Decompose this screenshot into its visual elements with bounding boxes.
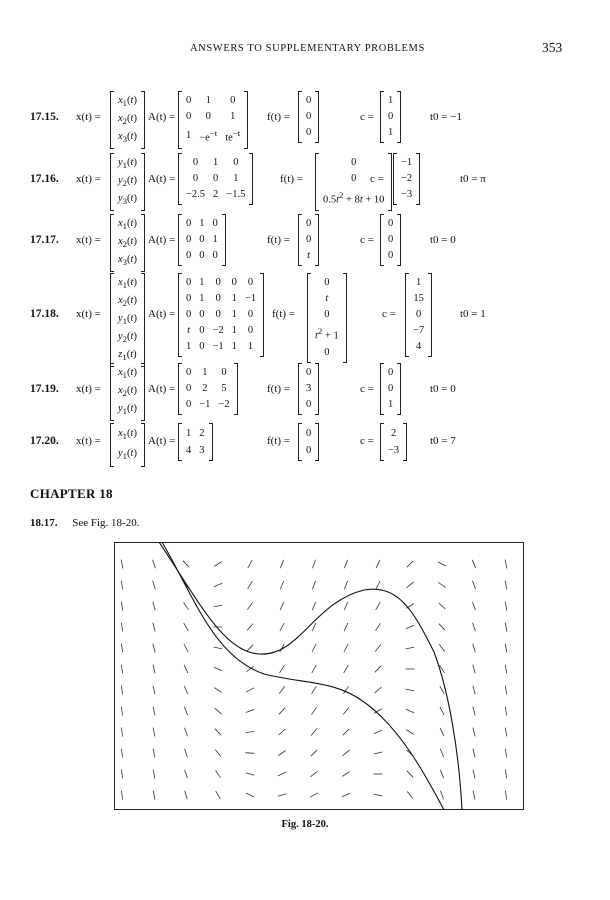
c-vector-cell: −7 bbox=[413, 325, 425, 336]
A-matrix-cell: 0 bbox=[212, 250, 218, 261]
x-vector-cell: $x_2(t)$ bbox=[118, 385, 137, 399]
problem-17-18 bbox=[30, 274, 590, 363]
A-matrix-cell: 0 bbox=[186, 367, 192, 378]
x-vector-cell: $y_1(t)$ bbox=[118, 157, 137, 171]
A-matrix-cell: −1 bbox=[244, 293, 257, 304]
t0-value: t0 = π bbox=[460, 172, 486, 185]
f-vector-cell: 0 bbox=[351, 157, 357, 168]
c-vector bbox=[380, 424, 407, 460]
A-matrix bbox=[178, 274, 264, 356]
A-matrix-cell: 0 bbox=[215, 309, 221, 320]
A-matrix-cell: 0 bbox=[199, 309, 205, 320]
A-matrix-cell: 0 bbox=[186, 399, 192, 410]
A-matrix-cell: 0 bbox=[221, 367, 227, 378]
A-label: A(t) = bbox=[148, 110, 176, 123]
A-matrix bbox=[178, 92, 248, 148]
A-matrix-cell: 0 bbox=[186, 250, 192, 261]
c-label: c = bbox=[360, 382, 374, 395]
x-vector bbox=[110, 424, 145, 466]
x-vector-cell: $y_2(t)$ bbox=[118, 331, 137, 345]
A-matrix-cell: 0 bbox=[199, 234, 205, 245]
A-matrix bbox=[178, 154, 253, 204]
x-label: x(t) = bbox=[76, 172, 101, 185]
c-label: c = bbox=[360, 435, 374, 447]
A-matrix-cell: 5 bbox=[221, 383, 227, 394]
A-matrix-cell: 0 bbox=[213, 173, 219, 184]
f-vector-cell: t bbox=[325, 293, 329, 304]
answer-number: 18.17. bbox=[30, 517, 58, 529]
f-label: f(t) = bbox=[280, 172, 303, 185]
x-label: x(t) = bbox=[76, 382, 101, 395]
x-vector-cell: $y_1(t)$ bbox=[118, 313, 137, 327]
c-vector-cell: 15 bbox=[413, 293, 424, 304]
c-vector-cell: −3 bbox=[401, 189, 413, 200]
A-matrix-cell: $-e^{-t}$ bbox=[199, 128, 218, 144]
x-vector-cell: $x_3(t)$ bbox=[118, 254, 137, 268]
A-matrix-cell: 1 bbox=[212, 234, 218, 245]
f-label: f(t) = bbox=[267, 382, 290, 395]
f-vector-cell: 0 bbox=[306, 111, 312, 122]
c-label: c = bbox=[370, 172, 384, 185]
f-vector-cell: $0.5t^2 + 8t + 10$ bbox=[323, 190, 385, 206]
A-matrix-cell: 0 bbox=[199, 250, 205, 261]
c-vector-cell: −2 bbox=[401, 173, 413, 184]
c-vector-cell: 0 bbox=[388, 383, 394, 394]
f-vector-cell: $t^2 + 1$ bbox=[315, 326, 339, 342]
A-matrix-cell: 1 bbox=[230, 111, 236, 122]
A-matrix-cell: 1 bbox=[247, 341, 254, 352]
f-vector bbox=[298, 424, 319, 460]
A-matrix-cell: 1 bbox=[186, 428, 192, 439]
x-vector bbox=[110, 92, 145, 148]
A-label: A(t) = bbox=[148, 308, 176, 320]
A-matrix-cell: −1.5 bbox=[226, 189, 246, 200]
x-vector-cell: $x_1(t)$ bbox=[118, 218, 137, 232]
A-matrix-cell: 0 bbox=[247, 277, 254, 288]
x-vector bbox=[110, 154, 145, 210]
A-matrix-cell: 0 bbox=[186, 309, 192, 320]
c-vector-cell: 1 bbox=[388, 95, 394, 106]
f-vector-cell: 0 bbox=[306, 428, 312, 439]
c-vector-cell: 0 bbox=[388, 250, 394, 261]
problem-number: 17.15. bbox=[30, 110, 59, 123]
A-matrix-cell: 1 bbox=[186, 129, 192, 141]
f-vector-cell: 0 bbox=[306, 218, 312, 229]
c-vector-cell: 0 bbox=[388, 367, 394, 378]
A-matrix-cell: 4 bbox=[186, 445, 192, 456]
problem-17-17 bbox=[30, 215, 590, 268]
f-vector bbox=[298, 215, 319, 265]
f-vector bbox=[307, 274, 347, 362]
x-vector bbox=[110, 274, 145, 366]
A-matrix-cell: 0 bbox=[199, 341, 205, 352]
A-matrix-cell: 1 bbox=[199, 277, 205, 288]
direction-field-plot bbox=[114, 542, 524, 810]
running-head bbox=[0, 40, 610, 60]
A-matrix-cell: 1 bbox=[231, 309, 237, 320]
A-matrix bbox=[178, 364, 238, 414]
A-matrix-cell: 3 bbox=[199, 445, 205, 456]
x-vector bbox=[110, 215, 145, 271]
f-vector-cell: 0 bbox=[324, 277, 330, 288]
c-vector-cell: −1 bbox=[401, 157, 413, 168]
A-matrix-cell: 2 bbox=[202, 383, 208, 394]
t0-value: t0 = −1 bbox=[430, 110, 462, 123]
running-head-title: ANSWERS TO SUPPLEMENTARY PROBLEMS bbox=[190, 43, 425, 54]
f-vector-cell: 0 bbox=[306, 367, 312, 378]
A-label: A(t) = bbox=[148, 172, 176, 185]
answer-text: See Fig. 18-20. bbox=[72, 517, 140, 529]
f-vector-cell: 0 bbox=[306, 234, 312, 245]
c-vector-cell: 0 bbox=[388, 111, 394, 122]
A-matrix-cell: 0 bbox=[192, 157, 199, 168]
A-matrix-cell: 0 bbox=[233, 157, 239, 168]
f-label: f(t) = bbox=[267, 233, 290, 246]
f-vector bbox=[298, 92, 319, 142]
c-label: c = bbox=[360, 110, 374, 123]
A-matrix-cell: 0 bbox=[192, 173, 199, 184]
f-vector-cell: 0 bbox=[351, 173, 357, 184]
c-vector bbox=[393, 154, 420, 204]
x-label: x(t) = bbox=[76, 110, 101, 123]
A-matrix-cell: 2 bbox=[213, 189, 219, 200]
A-matrix-cell: 0 bbox=[186, 218, 192, 229]
x-label: x(t) = bbox=[76, 435, 101, 447]
A-matrix-cell: t bbox=[187, 325, 191, 336]
problem-number: 17.17. bbox=[30, 233, 59, 246]
A-label: A(t) = bbox=[148, 435, 176, 447]
x-vector-cell: $x_2(t)$ bbox=[118, 236, 137, 250]
c-vector-cell: 0 bbox=[388, 234, 394, 245]
f-vector-cell: t bbox=[307, 250, 311, 261]
problem-number: 17.16. bbox=[30, 172, 59, 185]
x-vector-cell: $x_1(t)$ bbox=[118, 277, 137, 291]
x-vector-cell: $z_1(t)$ bbox=[118, 349, 137, 363]
figure-caption: Fig. 18-20. bbox=[281, 819, 329, 830]
A-matrix-cell: −2 bbox=[218, 399, 230, 410]
A-matrix-cell: 1 bbox=[213, 157, 219, 168]
A-matrix-cell: 1 bbox=[233, 173, 239, 184]
f-vector-cell: 0 bbox=[324, 346, 330, 358]
A-matrix-cell: 0 bbox=[186, 234, 192, 245]
c-label: c = bbox=[382, 308, 396, 320]
A-matrix-cell: 0 bbox=[231, 277, 237, 288]
c-vector-cell: 1 bbox=[388, 127, 394, 138]
A-matrix-cell: 0 bbox=[230, 95, 236, 106]
A-matrix-cell: −1 bbox=[199, 399, 211, 410]
A-matrix-cell: 1 bbox=[231, 293, 237, 304]
chapter-heading: CHAPTER 18 bbox=[30, 486, 113, 501]
A-matrix-cell: 1 bbox=[202, 367, 208, 378]
problem-17-19 bbox=[30, 364, 590, 417]
f-label: f(t) = bbox=[267, 435, 290, 447]
A-matrix-cell: −2.5 bbox=[186, 189, 206, 200]
problem-number: 17.20. bbox=[30, 435, 59, 447]
x-vector-cell: $x_2(t)$ bbox=[118, 295, 137, 309]
problem-17-20 bbox=[30, 424, 590, 462]
A-matrix-cell: 0 bbox=[186, 293, 192, 304]
f-vector-cell: 0 bbox=[306, 399, 312, 410]
x-vector-cell: $y_1(t)$ bbox=[118, 448, 137, 462]
problem-number: 17.18. bbox=[30, 308, 59, 320]
A-matrix-cell: $te^{-t}$ bbox=[225, 128, 241, 144]
t0-value: t0 = 7 bbox=[430, 435, 456, 447]
A-matrix-cell: 0 bbox=[215, 293, 221, 304]
f-vector-cell: 0 bbox=[324, 309, 330, 320]
problem-number: 17.19. bbox=[30, 382, 59, 395]
x-label: x(t) = bbox=[76, 308, 101, 320]
x-vector-cell: $x_3(t)$ bbox=[118, 131, 137, 145]
c-vector bbox=[405, 274, 432, 356]
c-vector bbox=[380, 364, 401, 414]
c-label: c = bbox=[360, 233, 374, 246]
c-vector-cell: 2 bbox=[390, 428, 397, 439]
A-matrix-cell: −2 bbox=[212, 325, 224, 336]
A-matrix-cell: 1 bbox=[231, 341, 237, 352]
x-label: x(t) = bbox=[76, 233, 101, 246]
x-vector-cell: $x_2(t)$ bbox=[118, 113, 137, 127]
c-vector-cell: −3 bbox=[388, 445, 400, 456]
A-matrix-cell: 0 bbox=[247, 309, 254, 320]
c-vector-cell: 0 bbox=[388, 218, 394, 229]
problem-17-16 bbox=[30, 154, 590, 207]
f-label: f(t) = bbox=[272, 308, 295, 320]
A-label: A(t) = bbox=[148, 233, 176, 246]
c-vector bbox=[380, 215, 401, 265]
A-matrix-cell: 1 bbox=[231, 325, 237, 336]
answer-18-17 bbox=[30, 517, 139, 529]
A-matrix-cell: 1 bbox=[186, 341, 192, 352]
plot-frame bbox=[115, 543, 524, 810]
page-number: 353 bbox=[542, 40, 563, 55]
A-matrix-cell: 0 bbox=[186, 111, 192, 122]
x-vector bbox=[110, 364, 145, 420]
t0-value: t0 = 0 bbox=[430, 382, 456, 395]
A-matrix-cell: 0 bbox=[247, 325, 254, 336]
c-vector bbox=[380, 92, 401, 142]
problem-17-15 bbox=[30, 92, 590, 145]
f-vector-cell: 3 bbox=[306, 383, 312, 394]
A-matrix bbox=[178, 424, 213, 460]
x-vector-cell: $y_1(t)$ bbox=[118, 403, 137, 417]
A-matrix-cell: 0 bbox=[199, 325, 205, 336]
A-matrix-cell: −1 bbox=[212, 341, 224, 352]
x-vector-cell: $x_1(t)$ bbox=[118, 367, 137, 381]
t0-value: t0 = 0 bbox=[430, 233, 456, 246]
A-matrix-cell: 0 bbox=[205, 111, 211, 122]
f-vector bbox=[298, 364, 319, 414]
A-matrix-cell: 1 bbox=[199, 293, 205, 304]
x-vector-cell: $y_2(t)$ bbox=[118, 175, 137, 189]
c-vector-cell: 4 bbox=[415, 341, 422, 352]
f-vector-cell: 0 bbox=[306, 95, 312, 106]
A-matrix bbox=[178, 215, 226, 265]
A-matrix-cell: 0 bbox=[212, 218, 218, 229]
x-vector-cell: $x_1(t)$ bbox=[118, 95, 137, 109]
x-vector-cell: $y_3(t)$ bbox=[118, 193, 137, 207]
f-vector-cell: 0 bbox=[306, 445, 312, 456]
A-matrix-cell: 0 bbox=[186, 95, 192, 106]
A-matrix-cell: 1 bbox=[199, 218, 205, 229]
A-matrix-cell: 0 bbox=[186, 383, 192, 394]
t0-value: t0 = 1 bbox=[460, 308, 486, 320]
A-matrix-cell: 0 bbox=[186, 277, 192, 288]
c-vector-cell: 1 bbox=[415, 277, 422, 288]
c-vector-cell: 1 bbox=[388, 399, 394, 410]
A-matrix-cell: 0 bbox=[215, 277, 221, 288]
A-matrix-cell: 2 bbox=[199, 428, 205, 439]
c-vector-cell: 0 bbox=[415, 309, 422, 320]
f-vector-cell: 0 bbox=[306, 127, 312, 138]
direction-field-figure bbox=[114, 542, 524, 810]
A-label: A(t) = bbox=[148, 382, 176, 395]
A-matrix-cell: 1 bbox=[205, 95, 211, 106]
x-vector-cell: $x_1(t)$ bbox=[118, 428, 137, 442]
f-label: f(t) = bbox=[267, 110, 290, 123]
